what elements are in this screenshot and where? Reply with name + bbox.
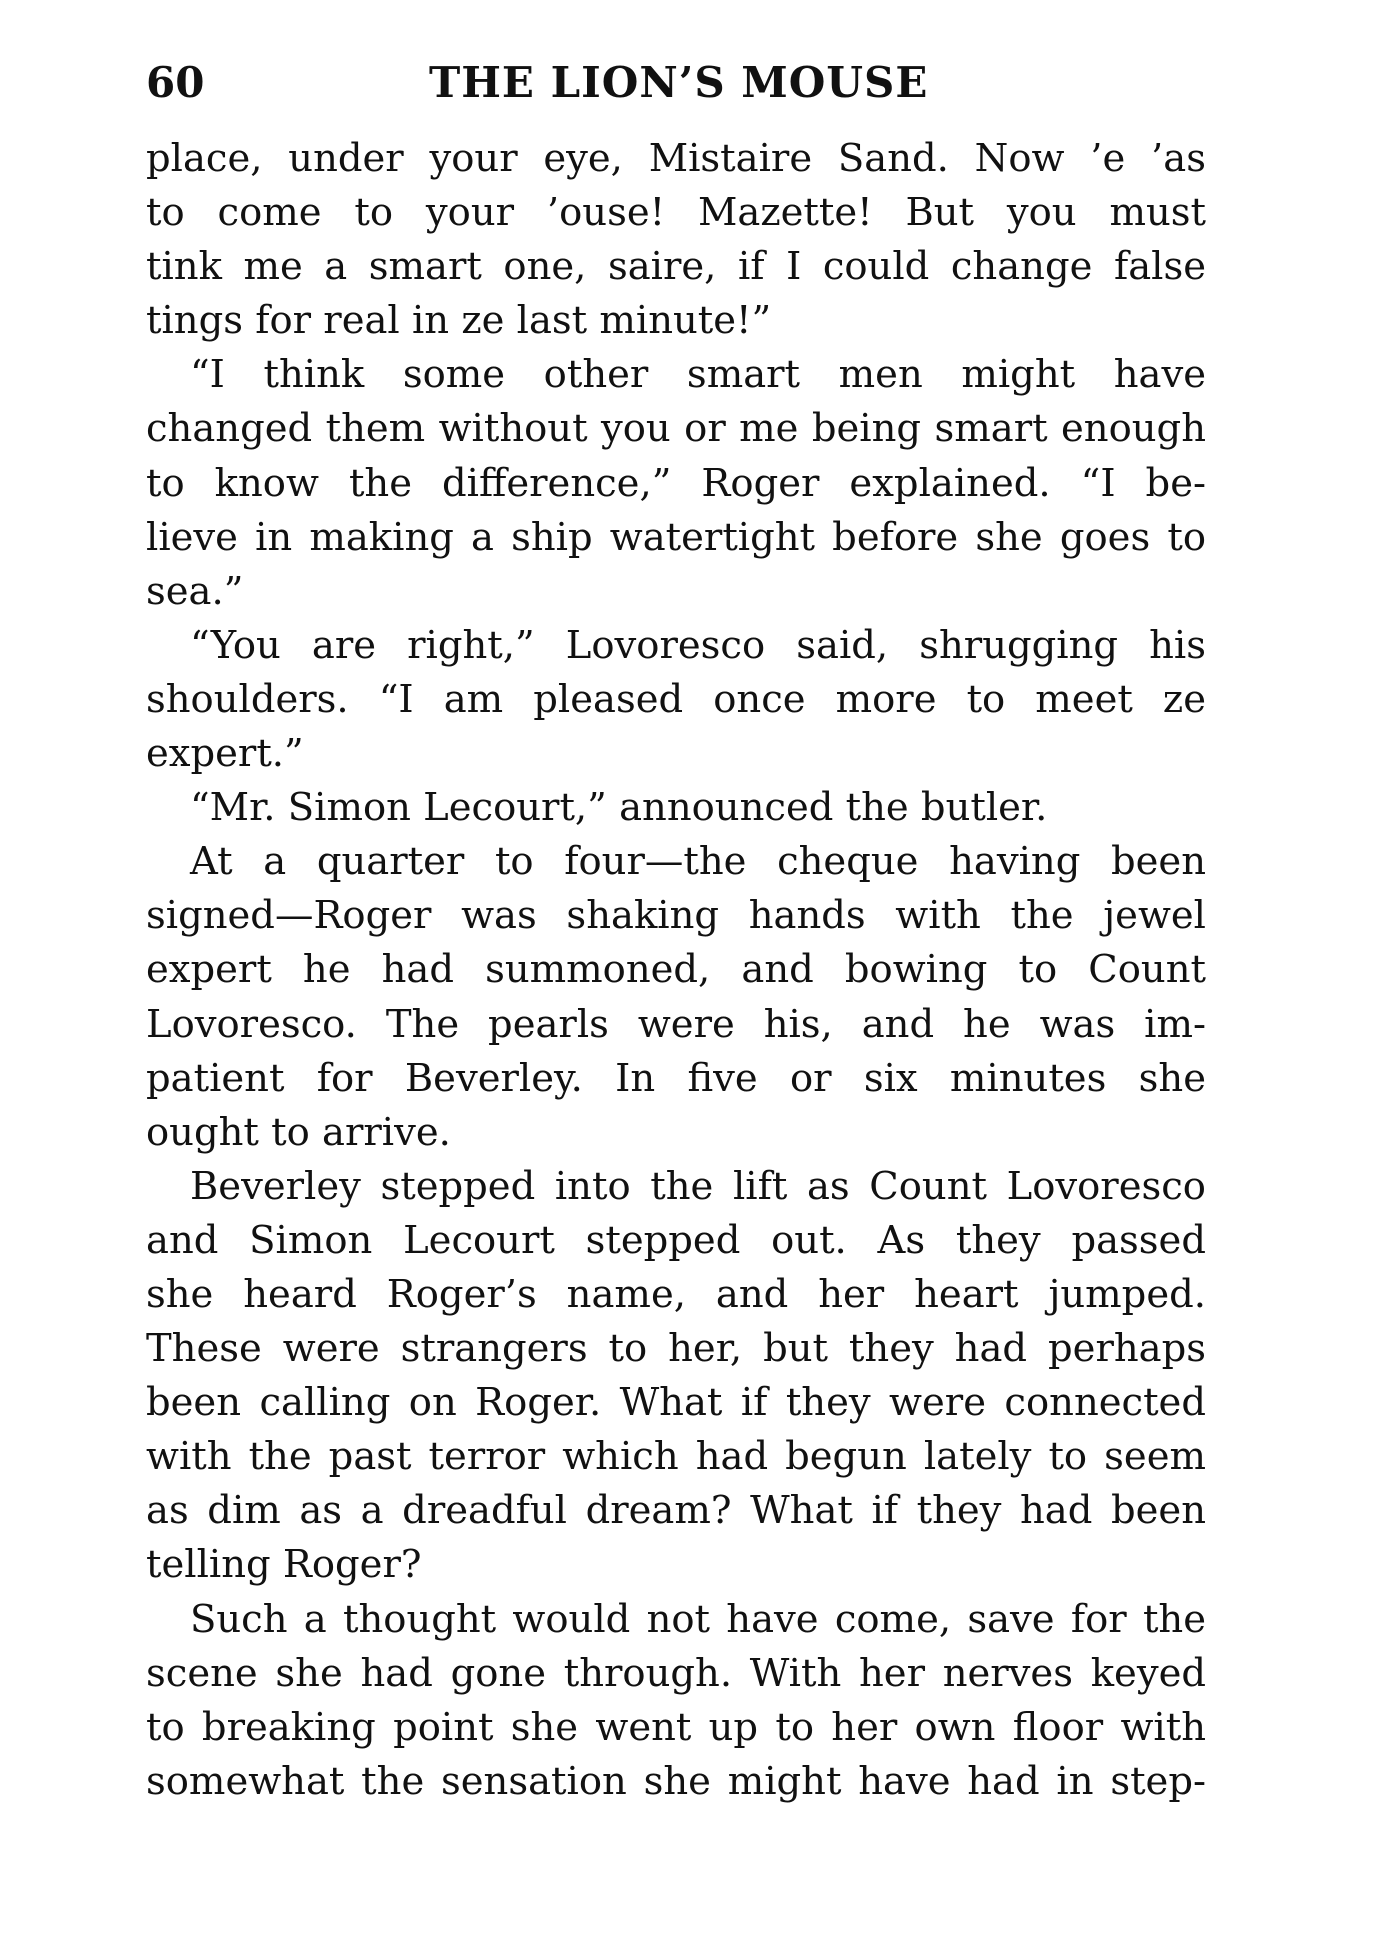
text-line: signed—Roger was shaking hands with the jewel xyxy=(146,893,1206,939)
text-line: to breaking point she went up to her own floor with xyxy=(146,1704,1206,1750)
text-line: and Simon Lecourt stepped out. As they passed xyxy=(146,1217,1206,1263)
text-line: Lovoresco. The pearls were his, and he was im- xyxy=(146,1001,1206,1047)
running-title: THE LION’S MOUSE xyxy=(429,58,929,107)
text-line: scene she had gone through. With her nerves keyed xyxy=(146,1650,1206,1696)
text-line: she heard Roger’s name, and her heart jumped. xyxy=(146,1271,1206,1317)
page-header xyxy=(146,48,1206,118)
text-line: as dim as a dreadful dream? What if they had been xyxy=(146,1488,1206,1534)
text-line: sea.” xyxy=(146,568,244,614)
text-line: telling Roger? xyxy=(146,1542,422,1588)
text-line: patient for Beverley. In five or six minutes she xyxy=(146,1055,1206,1101)
text-line: At a quarter to four—the cheque having been xyxy=(190,839,1206,885)
text-line: changed them without you or me being smart enough xyxy=(146,406,1206,452)
text-line: Such a thought would not have come, save for the xyxy=(190,1596,1206,1642)
text-line: These were strangers to her, but they had perhaps xyxy=(146,1326,1206,1372)
text-line: “I think some other smart men might have xyxy=(190,352,1206,398)
body-text xyxy=(146,132,1206,1809)
text-line: ought to arrive. xyxy=(146,1109,451,1155)
text-line: somewhat the sensation she might have had in step- xyxy=(146,1758,1206,1804)
text-line: place, under your eye, Mistaire Sand. Now ’e ’as xyxy=(146,136,1206,181)
text-line: expert.” xyxy=(146,731,304,777)
text-line: been calling on Roger. What if they were connected xyxy=(146,1380,1206,1426)
text-line: with the past terror which had begun lately to seem xyxy=(146,1434,1206,1480)
text-line: Beverley stepped into the lift as Count Lovoresco xyxy=(190,1163,1206,1209)
text-line: shoulders. “I am pleased once more to meet ze xyxy=(146,676,1206,722)
text-line: to know the difference,” Roger explained. “I be- xyxy=(146,460,1206,506)
text-line: tink me a smart one, saire, if I could change false xyxy=(146,244,1206,290)
page-number: 60 xyxy=(146,58,205,107)
text-line: “You are right,” Lovoresco said, shrugging his xyxy=(190,622,1206,668)
text-line: expert he had summoned, and bowing to Count xyxy=(146,947,1206,993)
text-line: to come to your ’ouse! Mazette! But you must xyxy=(146,190,1206,236)
text-line: “Mr. Simon Lecourt,” announced the butler. xyxy=(190,785,1048,831)
text-line: tings for real in ze last minute!” xyxy=(146,298,772,344)
text-line: lieve in making a ship watertight before she goes to xyxy=(146,514,1206,560)
